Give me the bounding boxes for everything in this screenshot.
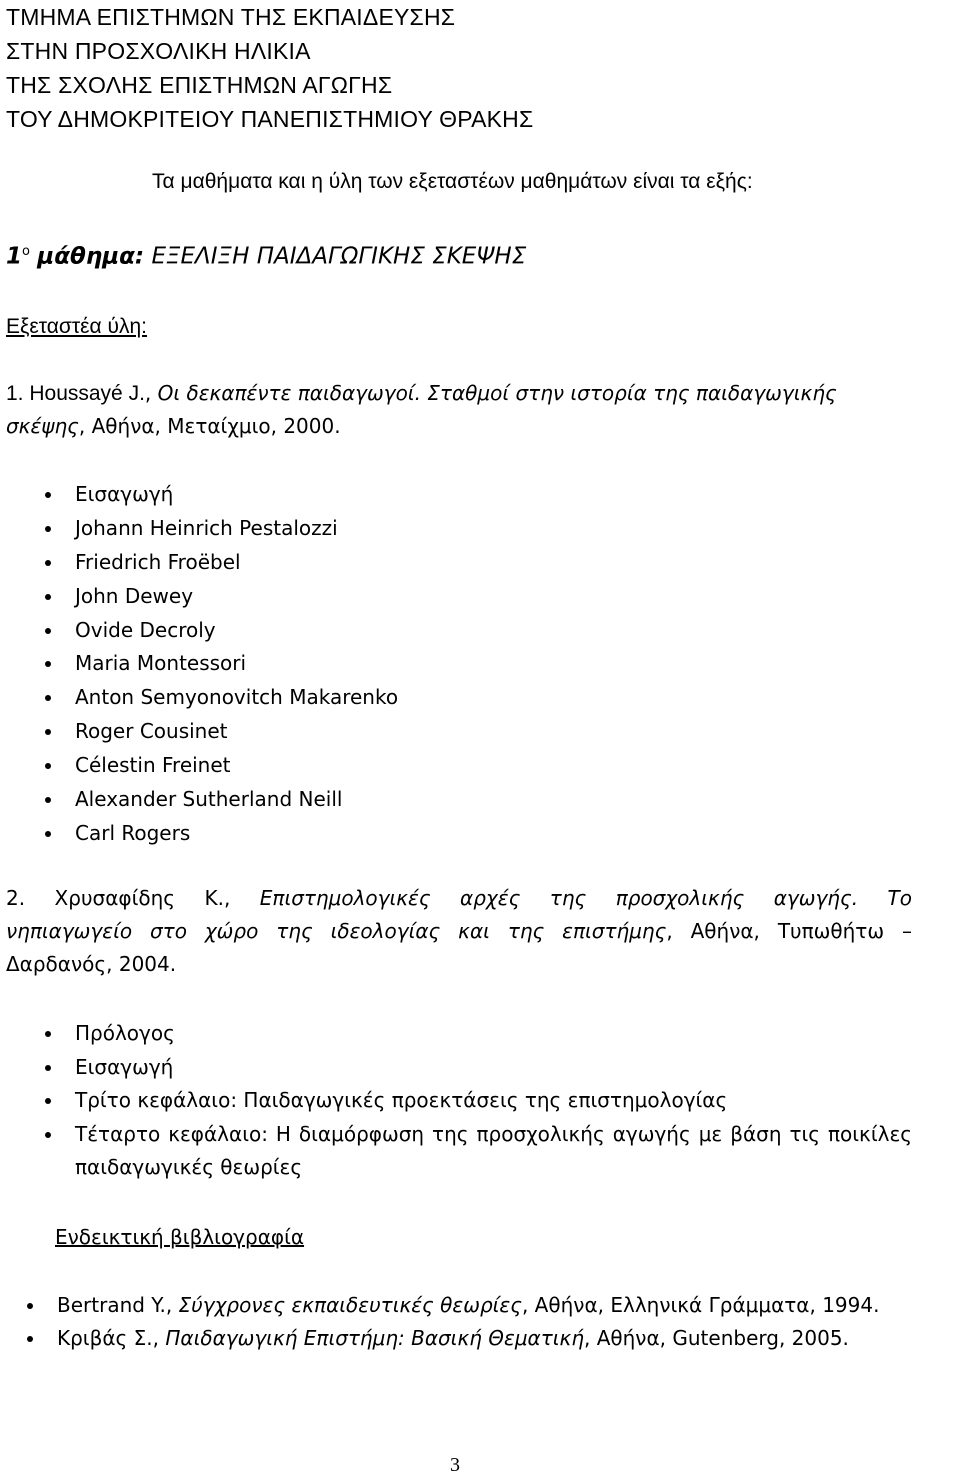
chapter-list-1: [0, 478, 398, 851]
list-item: [0, 512, 398, 546]
course-number: 1: [6, 243, 23, 270]
list-item: [0, 1118, 912, 1185]
list-item-text: Anton Semyonovitch Makarenko: [75, 685, 399, 710]
list-item: [0, 614, 398, 648]
department-header: [6, 0, 533, 136]
reference-separator: ,: [144, 381, 158, 405]
bibliography-heading: Ενδεικτική βιβλιογραφία: [55, 1225, 305, 1249]
list-item-text: Εισαγωγή: [75, 1054, 174, 1079]
reference-title: νηπιαγωγείο στο χώρο της ιδεολογίας και της επιστήμης: [6, 919, 667, 943]
reference-1: [6, 377, 921, 443]
bibliography-publisher: , Αθήνα, Gutenberg, 2005.: [584, 1326, 849, 1350]
intro-text: Τα μαθήματα και η ύλη των εξεταστέων μαθημάτων είναι τα εξής:: [152, 170, 753, 193]
list-item: [0, 749, 398, 783]
bullet-icon: [45, 1031, 51, 1037]
list-item-text: Carl Rogers: [75, 820, 191, 845]
header-line: ΤΜΗΜΑ ΕΠΙΣΤΗΜΩΝ ΤΗΣ ΕΚΠΑΙΔΕΥΣΗΣ: [6, 4, 456, 30]
list-item-text: Maria Montessori: [75, 651, 247, 676]
list-item: [0, 783, 398, 817]
list-item-text: Ovide Decroly: [75, 617, 216, 642]
list-item: [0, 1017, 912, 1051]
bibliography-separator: ,: [165, 1293, 179, 1317]
header-line: ΣΤΗΝ ΠΡΟΣΧΟΛΙΚΗ ΗΛΙΚΙΑ: [6, 38, 311, 64]
bullet-icon: [45, 628, 51, 634]
page-number: 3: [450, 1454, 460, 1476]
bullet-icon: [45, 1132, 51, 1138]
reference-line: [6, 948, 912, 981]
reference-publisher: Δαρδανός, 2004.: [6, 952, 177, 976]
reference-author: 2. Χρυσαφίδης Κ.: [6, 886, 224, 910]
header-line: ΤΗΣ ΣΧΟΛΗΣ ΕΠΙΣΤΗΜΩΝ ΑΓΩΓΗΣ: [6, 72, 393, 98]
course-label: μάθημα:: [37, 243, 145, 270]
bullet-icon: [45, 831, 51, 837]
list-item-text: Célestin Freinet: [75, 753, 231, 778]
reference-line: [6, 882, 912, 915]
reference-line: [6, 377, 921, 410]
bullet-icon: [45, 763, 51, 769]
reference-author: 1. Houssayé J.: [6, 382, 145, 405]
list-item: [0, 681, 398, 715]
bullet-icon: [45, 1098, 51, 1104]
reference-separator: ,: [223, 886, 260, 910]
list-item-text: Τρίτο κεφάλαιο: Παιδαγωγικές προεκτάσεις της επιστημολογίας: [75, 1088, 728, 1112]
reference-line: [6, 410, 921, 443]
reference-title: Οι δεκαπέντε παιδαγωγοί. Σταθμοί στην ιστορία της παιδαγωγικής: [157, 381, 837, 405]
list-item: [0, 1051, 912, 1085]
bullet-icon: [45, 729, 51, 735]
list-item: [0, 1289, 879, 1322]
bullet-icon: [45, 661, 51, 667]
bullet-icon: [27, 1303, 33, 1309]
bullet-icon: [27, 1336, 33, 1342]
list-item-text: Johann Heinrich Pestalozzi: [75, 515, 338, 540]
reference-publisher: , Αθήνα, Μεταίχμιο, 2000.: [78, 414, 341, 438]
reference-title: Επιστημολογικές αρχές της προσχολικής αγωγής. Το: [259, 886, 912, 910]
bullet-icon: [45, 695, 51, 701]
bibliography-publisher: , Αθήνα, Ελληνικά Γράμματα, 1994.: [521, 1293, 880, 1317]
course-ordinal: ο: [22, 244, 30, 259]
exam-material-label: Εξεταστέα ύλη:: [6, 315, 148, 338]
reference-line: [6, 915, 912, 948]
course-title: [6, 236, 526, 273]
bullet-icon: [45, 492, 51, 498]
bullet-icon: [45, 560, 51, 566]
list-item-text: Εισαγωγή: [75, 482, 174, 506]
list-item-text: Alexander Sutherland Neill: [75, 787, 343, 812]
bullet-icon: [45, 594, 51, 600]
bibliography-title: Σύγχρονες εκπαιδευτικές θεωρίες: [178, 1293, 522, 1317]
bibliography-title: Παιδαγωγική Επιστήμη: Βασική Θεματική: [165, 1326, 584, 1350]
bibliography-author: Κριβάς Σ.: [57, 1326, 153, 1350]
list-item-text: Τέταρτο κεφάλαιο: Η διαμόρφωση της προσχολικής αγωγής με βάση τις ποικίλες παιδαγωγικές θεωρίες: [75, 1121, 912, 1179]
list-item: [0, 817, 398, 851]
bibliography-separator: ,: [152, 1326, 166, 1350]
bullet-icon: [45, 797, 51, 803]
list-item-text: John Dewey: [75, 583, 194, 608]
reference-publisher: , Αθήνα, Τυπωθήτω –: [666, 919, 913, 943]
list-item-text: Roger Cousinet: [75, 719, 228, 744]
bullet-icon: [45, 526, 51, 532]
list-item-text: Friedrich Froëbel: [75, 549, 241, 574]
list-item-text: Πρόλογος: [75, 1021, 175, 1045]
reference-title: σκέψης: [6, 414, 79, 438]
list-item: [0, 546, 398, 580]
list-item: [0, 647, 398, 681]
course-name: ΕΞΕΛΙΞΗ ΠΑΙΔΑΓΩΓΙΚΗΣ ΣΚΕΨΗΣ: [151, 243, 527, 270]
bibliography-list: [0, 1289, 879, 1355]
bibliography-author: Bertrand Y.: [57, 1293, 166, 1317]
list-item: [0, 1322, 879, 1355]
bullet-icon: [45, 1065, 51, 1071]
list-item: [0, 478, 398, 512]
list-item: [0, 1084, 912, 1118]
header-line: ΤΟΥ ΔΗΜΟΚΡΙΤΕΙΟΥ ΠΑΝΕΠΙΣΤΗΜΙΟΥ ΘΡΑΚΗΣ: [6, 106, 534, 132]
list-item: [0, 580, 398, 614]
chapter-list-2: [0, 1017, 912, 1185]
reference-2: [6, 882, 912, 981]
list-item: [0, 715, 398, 749]
